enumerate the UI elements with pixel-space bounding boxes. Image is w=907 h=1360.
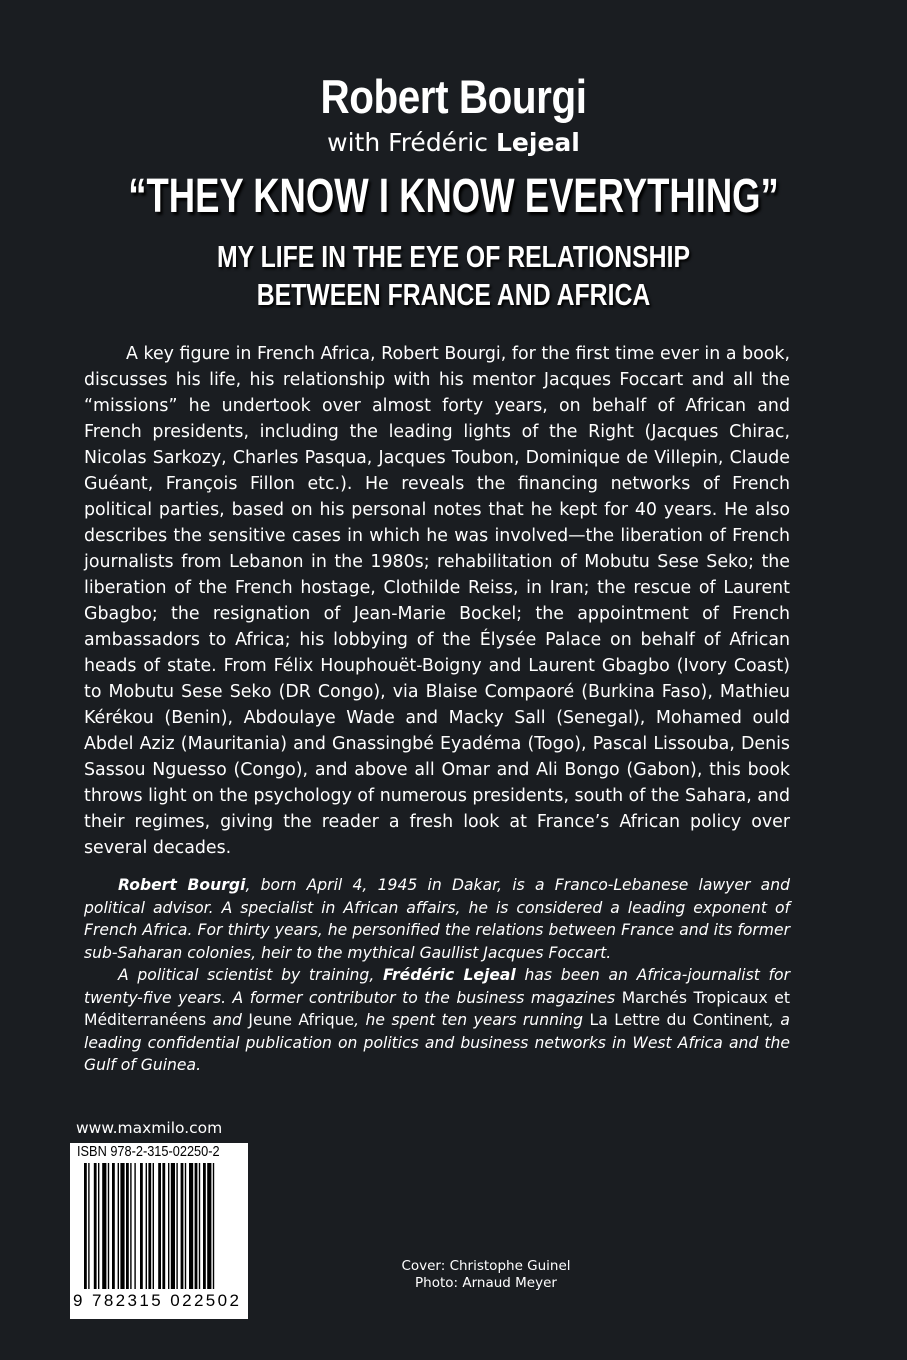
coauthor-prefix: with Frédéric (327, 128, 496, 157)
cover-credit: Cover: Christophe Guinel (401, 1258, 571, 1274)
subtitle-line-1: MY LIFE IN THE EYE OF RELATIONSHIP (216, 239, 691, 274)
bio2-part2: and (206, 1011, 249, 1029)
book-title: “THEY KNOW I KNOW EVERYTHING” (128, 170, 779, 223)
publication-name: Jeune Afrique (248, 1011, 355, 1029)
credits (386, 1258, 586, 1292)
subtitle-line-2: BETWEEN FRANCE AND AFRICA (256, 277, 651, 312)
book-subtitle (91, 238, 817, 314)
author-name: Robert Bourgi (320, 70, 587, 123)
bio2-part1: has been an Africa-journalist for twenty-five years. A former contributor to the business magazines (84, 966, 790, 1007)
coauthor-surname: Lejeal (495, 128, 580, 157)
barcode-panel (70, 1143, 248, 1319)
coauthor-bio (84, 964, 790, 1077)
bio2-part3: , he spent ten years running (354, 1011, 590, 1029)
barcode-icon (84, 1163, 244, 1289)
author-bio (84, 874, 790, 964)
publisher-website: www.maxmilo.com (76, 1119, 223, 1137)
bio-author-text: , born April 4, 1945 in Dakar, is a Franco-Lebanese lawyer and political advisor. A specialist in African affairs, he is considered a leading exponent of French Africa. For thirty years, he personified the relations between France and its former sub-Saharan colonies, heir to the mythical Gaullist Jacques Foccart. (84, 876, 790, 962)
coauthor-line (0, 126, 907, 160)
bio2-part4: , a leading confidential publication on politics and business networks in West Africa and the Gulf of Guinea. (84, 1011, 790, 1074)
bio2-intro: A political scientist by training, (118, 966, 384, 984)
photo-credit: Photo: Arnaud Meyer (415, 1275, 557, 1291)
publication-name: Marchés Tropicaux et Méditerranéens (84, 988, 791, 1029)
publication-name: La Lettre du Continent (589, 1011, 770, 1029)
bio-author-name: Robert Bourgi (118, 876, 246, 894)
bio-coauthor-name: Frédéric Lejeal (383, 966, 516, 984)
isbn-label: ISBN 978-2-315-02250-2 (77, 1144, 220, 1160)
ean-digits: 9 782315 022502 (73, 1291, 242, 1310)
blurb-paragraph: A key figure in French Africa, Robert Bourgi, for the first time ever in a book, discusses his life, his relationship with his mentor Jacques Foccart and all the “missions” he undertook over almost forty years, on behalf of African and French presidents, including the leading lights of the Right (Jacques Chirac, Nicolas Sarkozy, Charles Pasqua, Jacques Toubon, Dominique de Villepin, Claude Guéant, François Fillon etc.). He reveals the financing networks of French political parties, based on his personal notes that he kept for 40 years. He also describes the sensitive cases in which he was involved—the liberation of French journalists from Lebanon in the 1980s; rehabilitation of Mobutu Sese Seko; the liberation of the French hostage, Clothilde Reiss, in Iran; the rescue of Laurent Gbagbo; the resignation of Jean-Marie Bockel; the appointment of French ambassadors to Africa; his lobbying of the Élysée Palace on behalf of African heads of state. From Félix Houphouët-Boigny and Laurent Gbagbo (Ivory Coast) to Mobutu Sese Seko (DR Congo), via Blaise Compaoré (Burkina Faso), Mathieu Kérékou (Benin), Abdoulaye Wade and Macky Sall (Senegal), Mohamed ould Abdel Aziz (Mauritania) and Gnassingbé Eyadéma (Togo), Pascal Lissouba, Denis Sassou Nguesso (Congo), and above all Omar and Ali Bongo (Gabon), this book throws light on the psychology of numerous presidents, south of the Sahara, and their regimes, giving the reader a fresh look at France’s African policy over several decades. (84, 344, 790, 858)
